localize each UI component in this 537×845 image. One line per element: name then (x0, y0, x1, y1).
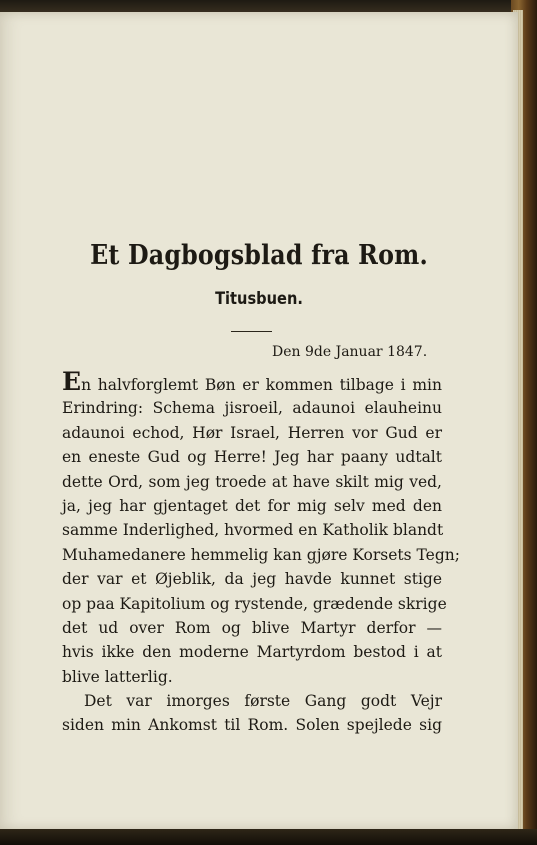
title-divider (231, 331, 272, 332)
chapter-title: Et Dagbogsblad fra Rom. (90, 240, 428, 271)
drop-cap: E (62, 367, 82, 396)
text-line: Muhamedanere hemmelig kan gjøre Korsets Tegn; (62, 545, 460, 564)
entry-date: Den 9de Januar 1847. (272, 344, 428, 360)
text-line: Det var imorges første Gang godt Vejr (84, 692, 442, 711)
chapter-subtitle: Titusbuen. (215, 289, 303, 309)
text-line: det ud over Rom og blive Martyr derfor — (62, 618, 442, 637)
text-line: samme Inderlighed, hvormed en Katholik blandt (62, 521, 444, 540)
bottom-shadow (0, 829, 537, 845)
text-line: dette Ord, som jeg troede at have skilt mig ved, (62, 472, 442, 491)
text-line (62, 367, 442, 396)
text-line: op paa Kapitolium og rystende, grædende skrige (62, 594, 447, 613)
text-line: blive latterlig. (62, 667, 173, 686)
body-text (62, 367, 460, 738)
text-line: hvis ikke den moderne Martyrdom bestod i at (62, 643, 442, 662)
text-line: en eneste Gud og Herre! Jeg har paany udtalt (62, 448, 442, 467)
text-line: ja, jeg har gjentaget det for mig selv med den (62, 496, 442, 515)
text-line: der var et Øjeblik, da jeg havde kunnet stige (62, 570, 442, 589)
text-line: Erindring: Schema jisroeil, adaunoi elauheinu (62, 399, 442, 418)
text-line: adaunoi echod, Hør Israel, Herren vor Gud er (62, 423, 442, 442)
text-line: siden min Ankomst til Rom. Solen spejlede sig (62, 716, 442, 735)
text-line-content: n halvforglemt Bøn er kommen tilbage i min (81, 376, 442, 394)
